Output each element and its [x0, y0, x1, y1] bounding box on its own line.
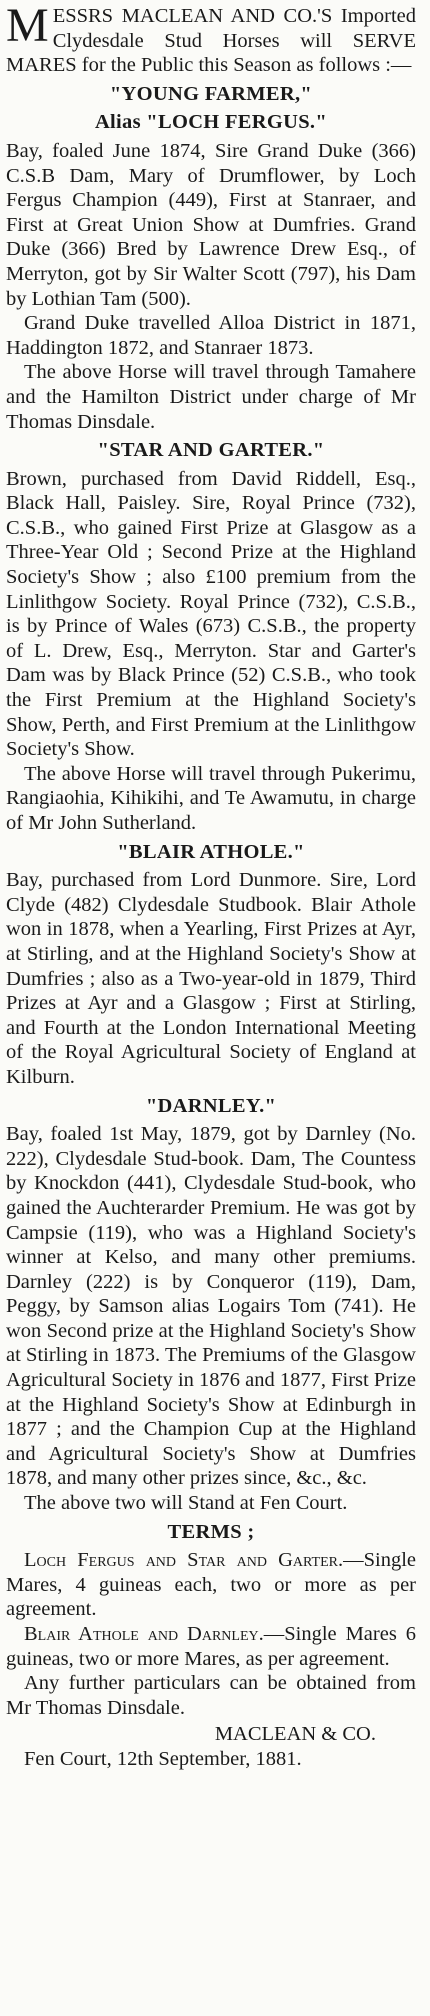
- star-and-garter-travel-route: The above Horse will travel through Pukerimu, Rangiaohia, Kihikihi, and Te Awamutu, in charge of Mr John Sutherland.: [6, 762, 416, 834]
- intro-text: ESSRS MACLEAN AND CO.'S Imported Clydesdale Stud Horses will SERVE MARES for the Public this Season as follows :—: [6, 5, 416, 77]
- heading-star-and-garter: "STAR AND GARTER.": [97, 439, 325, 462]
- heading-blair-athole: "BLAIR ATHOLE.": [117, 840, 305, 863]
- intro-paragraph: [6, 0, 416, 78]
- heading-terms: TERMS ;: [167, 1520, 255, 1543]
- place-and-date: Fen Court, 12th September, 1881.: [24, 1747, 302, 1770]
- terms-horse-names-1: Loch Fergus and Star and Garter.: [24, 1549, 344, 1572]
- blair-athole-description: Bay, purchased from Lord Dunmore. Sire, Lord Clyde (482) Clydesdale Studbook. Blair Athole won in 1878, when a Yearling, First Prizes at Ayr, at Stirling, and at the Highland Society's Show at Dumfries ; also as a Two-year-old in 1879, Third Prizes at Ayr and a Glasgow ; First at Stirling, and Fourth at the London International Meeting of the Royal Agricultural Society of England at Kilburn.: [6, 869, 416, 1088]
- terms-line-blair-athole: [6, 1622, 416, 1671]
- young-farmer-description: Bay, foaled June 1874, Sire Grand Duke (366) C.S.B Dam, Mary of Drumflower, by Loch Fergus Champion (449), First at Stanraer, and First at Great Union Show at Dumfries. Grand Duke (366) Bred by Lawrence Drew Esq., of Merryton, got by Sir Walter Scott (797), his Dam by Lothian Tam (500).: [6, 139, 416, 310]
- young-farmer-travel-route: The above Horse will travel through Tamahere and the Hamilton District under charge of Mr Thomas Dinsdale.: [6, 361, 416, 433]
- star-and-garter-description: Brown, purchased from David Riddell, Esq., Black Hall, Paisley. Sire, Royal Prince (732), C.S.B., who gained First Prize at Glasgow as a Three-Year Old ; Second Prize at the Highland Society's Show ; also £100 premium from the Linlithgow Society. Royal Prince (732), C.S.B., is by Prince of Wales (673) C.S.B., the property of L. Drew, Esq., Merryton. Star and Garter's Dam was by Black Prince (52) C.S.B., who took the First Premium at the Highland Society's Show, Perth, and First Premium at the Linlithgow Society's Show.: [6, 467, 416, 761]
- terms-rate-1: —Single Mares, 4 guineas each, two or more as per agreement.: [6, 1549, 416, 1621]
- heading-young-farmer: "YOUNG FARMER,": [109, 82, 313, 105]
- heading-darnley: "DARNLEY.": [145, 1094, 277, 1117]
- terms-rate-2: —Single Mares 6 guineas, two or more Mares, as per agreement.: [6, 1623, 417, 1670]
- darnley-stand-note: The above two will Stand at Fen Court.: [24, 1492, 348, 1515]
- firm-signature: MACLEAN & CO.: [214, 1723, 376, 1746]
- heading-loch-fergus-alias: Alias "LOCH FERGUS.": [94, 111, 328, 134]
- advertisement-column: [6, 0, 417, 1772]
- terms-line-loch-fergus: [6, 1548, 416, 1622]
- terms-horse-names-2: Blair Athole and Darnley.: [24, 1623, 264, 1645]
- grand-duke-travel-note: Grand Duke travelled Alloa District in 1871, Haddington 1872, and Stanraer 1873.: [6, 312, 416, 359]
- darnley-description: Bay, foaled 1st May, 1879, got by Darnley (No. 222), Clydesdale Stud-book. Dam, The Countess by Knockdon (441), Clydesdale Stud-book, who gained the Auchterarder Premium. He was got by Campsie (119), who was a Highland Society's winner at Kelso, and many other premiums. Darnley (222) is by Conqueror (119), Dam, Peggy, by Samson alias Logairs Tom (741). He won Second prize at the Highland Society's Show at Stirling in 1873. The Premiums of the Glasgow Agricultural Society in 1876 and 1877, First Prize at the Highland Society's Show at Edinburgh in 1877 ; and the Champion Cup at the Highland and Agricultural Society's Show at Dumfries 1878, and many other prizes since, &c., &c.: [6, 1123, 416, 1490]
- terms-contact-note: Any further particulars can be obtained from Mr Thomas Dinsdale.: [6, 1672, 416, 1719]
- dropcap-letter: M: [6, 0, 49, 52]
- signature-block: [6, 1722, 416, 1771]
